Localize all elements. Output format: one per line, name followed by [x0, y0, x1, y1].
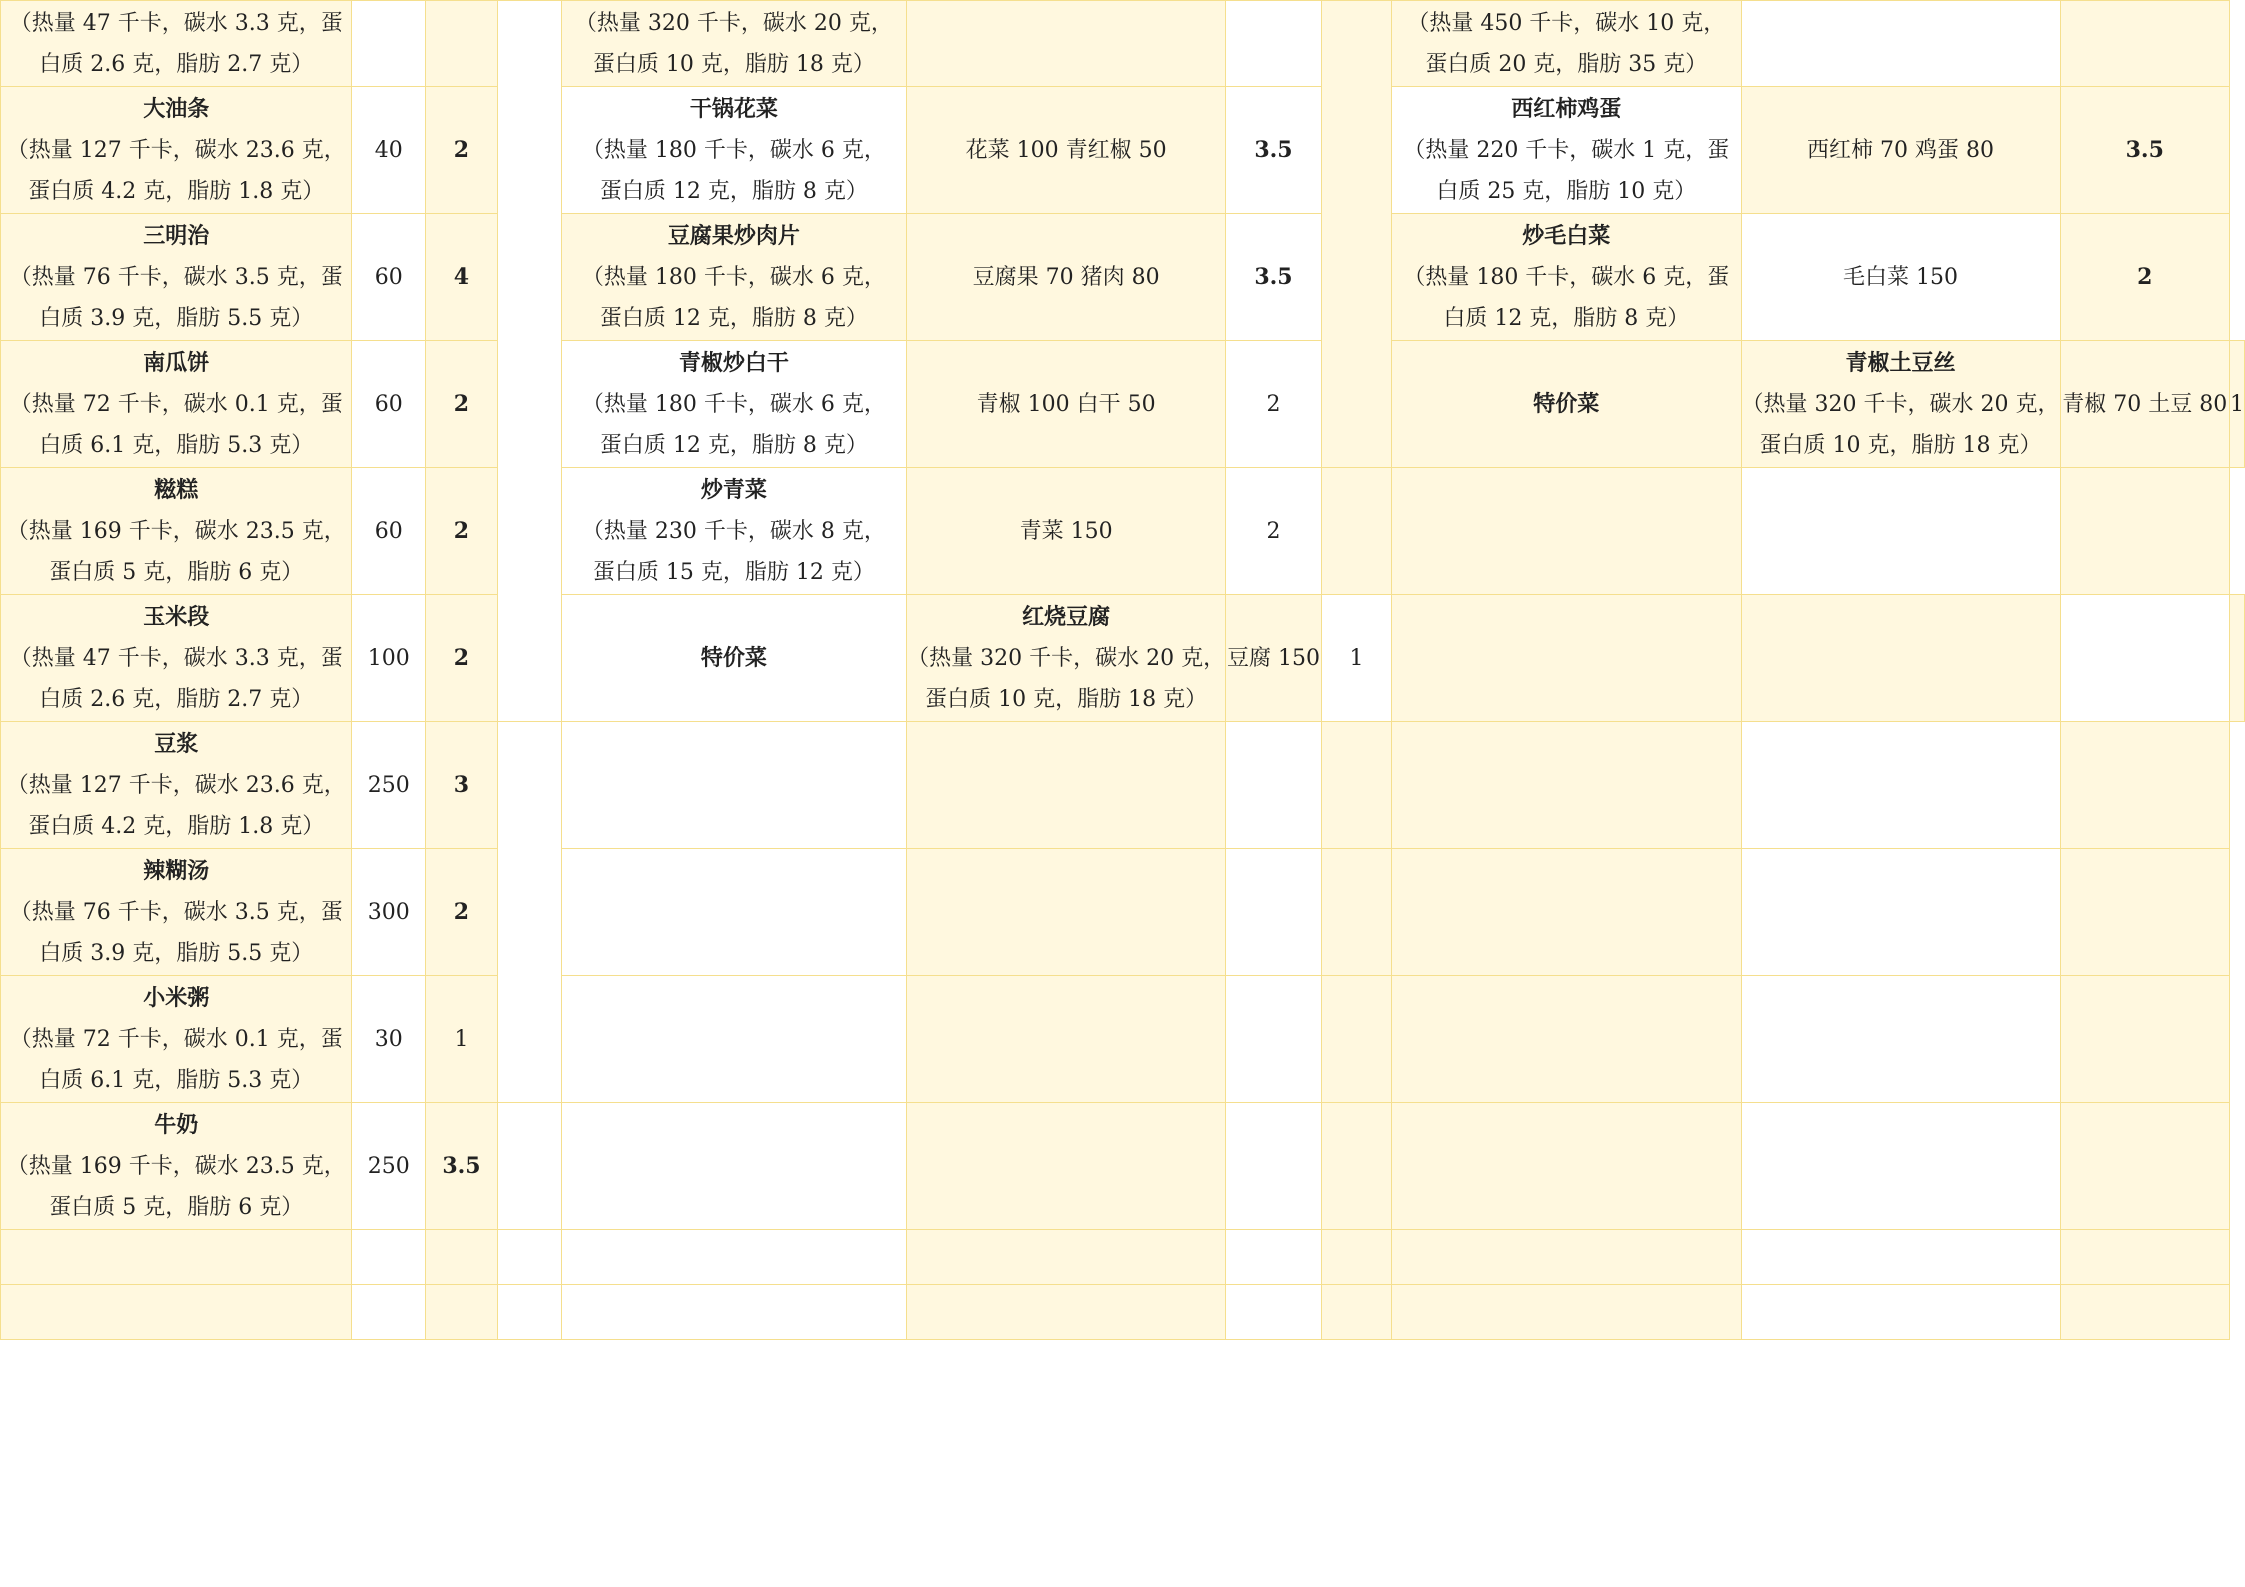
dinner-dish-cell [1392, 976, 1741, 1103]
dinner-price-cell [2060, 976, 2230, 1103]
dinner-dish-cell [1392, 722, 1741, 849]
breakfast-price-cell: 2 [425, 468, 497, 595]
lunch-price-cell: 3.5 [1226, 214, 1322, 341]
lunch-price-cell: 2 [1226, 468, 1322, 595]
dinner-ingredients-cell [1741, 722, 2060, 849]
dinner-category-cell [1392, 595, 1741, 722]
breakfast-amount-cell: 40 [352, 87, 426, 214]
table-row [1, 1, 2245, 87]
lunch-category-cell [497, 722, 561, 1103]
dinner-dish-cell [1392, 1103, 1741, 1230]
dinner-ingredients-cell: 毛白菜 150 [1741, 214, 2060, 341]
lunch-ingredients-cell: 青椒 100 白干 50 [907, 341, 1226, 468]
lunch-category-cell [497, 1, 561, 722]
dinner-category-cell [1321, 1103, 1391, 1230]
lunch-ingredients-cell [907, 976, 1226, 1103]
dinner-ingredients-cell: 西红柿 70 鸡蛋 80 [1741, 87, 2060, 214]
lunch-ingredients-cell [907, 722, 1226, 849]
dinner-price-cell [2060, 468, 2230, 595]
breakfast-price-cell [425, 1, 497, 87]
dinner-category-cell [1321, 468, 1391, 595]
breakfast-dish-cell: （热量 47 千卡，碳水 3.3 克，蛋 白质 2.6 克，脂肪 2.7 克） [1, 1, 352, 87]
lunch-ingredients-cell: 豆腐 150 [1226, 595, 1322, 722]
breakfast-amount-cell [352, 1, 426, 87]
dinner-ingredients-cell: 青椒 70 土豆 80 [2060, 341, 2230, 468]
dinner-price-cell [2060, 1103, 2230, 1230]
dinner-price-cell [2060, 849, 2230, 976]
table-row [1, 976, 2245, 1103]
table-row [1, 87, 2245, 214]
breakfast-dish-cell: 糍糕 （热量 169 千卡，碳水 23.5 克， 蛋白质 5 克，脂肪 6 克） [1, 468, 352, 595]
dinner-category-cell [1321, 1, 1391, 468]
lunch-ingredients-cell [907, 1103, 1226, 1230]
table-row [1, 1103, 2245, 1230]
table-row [1, 214, 2245, 341]
lunch-price-cell [1226, 722, 1322, 849]
dinner-ingredients-cell [2060, 595, 2230, 722]
lunch-dish-cell: 红烧豆腐 （热量 320 千卡，碳水 20 克， 蛋白质 10 克，脂肪 18 克） [907, 595, 1226, 722]
breakfast-price-cell: 1 [425, 976, 497, 1103]
table-row [1, 341, 2245, 468]
lunch-ingredients-cell: 花菜 100 青红椒 50 [907, 87, 1226, 214]
breakfast-price-cell: 3.5 [425, 1103, 497, 1230]
dinner-price-cell: 2 [2060, 214, 2230, 341]
breakfast-dish-cell: 大油条 （热量 127 千卡，碳水 23.6 克， 蛋白质 4.2 克，脂肪 1.8 克） [1, 87, 352, 214]
breakfast-price-cell: 4 [425, 214, 497, 341]
breakfast-amount-cell: 300 [352, 849, 426, 976]
lunch-price-cell [1226, 976, 1322, 1103]
lunch-ingredients-cell [907, 849, 1226, 976]
dinner-price-cell: 3.5 [2060, 87, 2230, 214]
lunch-dish-cell: （热量 320 千卡，碳水 20 克， 蛋白质 10 克，脂肪 18 克） [561, 1, 906, 87]
lunch-price-cell: 2 [1226, 341, 1322, 468]
breakfast-dish-cell: 辣糊汤 （热量 76 千卡，碳水 3.5 克，蛋 白质 3.9 克，脂肪 5.5 克） [1, 849, 352, 976]
dinner-dish-cell [1741, 595, 2060, 722]
dinner-special-label: 特价菜 [1392, 341, 1741, 468]
lunch-price-cell: 3.5 [1226, 87, 1322, 214]
lunch-price-cell: 1 [1321, 595, 1391, 722]
dinner-dish-cell: 炒毛白菜 （热量 180 千卡，碳水 6 克，蛋 白质 12 克，脂肪 8 克） [1392, 214, 1741, 341]
lunch-dish-cell: 炒青菜 （热量 230 千卡，碳水 8 克， 蛋白质 15 克，脂肪 12 克） [561, 468, 906, 595]
lunch-dish-cell: 干锅花菜 （热量 180 千卡，碳水 6 克， 蛋白质 12 克，脂肪 8 克） [561, 87, 906, 214]
lunch-ingredients-cell: 豆腐果 70 猪肉 80 [907, 214, 1226, 341]
dinner-ingredients-cell [1741, 468, 2060, 595]
lunch-ingredients-cell: 青菜 150 [907, 468, 1226, 595]
breakfast-price-cell: 2 [425, 849, 497, 976]
table-row [1, 849, 2245, 976]
lunch-dish-cell [561, 1103, 906, 1230]
lunch-special-label: 特价菜 [561, 595, 906, 722]
dinner-dish-cell: （热量 450 千卡，碳水 10 克， 蛋白质 20 克，脂肪 35 克） [1392, 1, 1741, 87]
breakfast-amount-cell: 30 [352, 976, 426, 1103]
breakfast-dish-cell: 牛奶 （热量 169 千卡，碳水 23.5 克， 蛋白质 5 克，脂肪 6 克） [1, 1103, 352, 1230]
lunch-dish-cell [561, 849, 906, 976]
lunch-price-cell [1226, 1, 1322, 87]
dinner-category-cell [1321, 849, 1391, 976]
breakfast-amount-cell: 60 [352, 468, 426, 595]
lunch-ingredients-cell [907, 1, 1226, 87]
breakfast-amount-cell: 100 [352, 595, 426, 722]
table-row [1, 722, 2245, 849]
dinner-dish-cell: 西红柿鸡蛋 （热量 220 千卡，碳水 1 克，蛋 白质 25 克，脂肪 10 克） [1392, 87, 1741, 214]
breakfast-dish-cell: 豆浆 （热量 127 千卡，碳水 23.6 克， 蛋白质 4.2 克，脂肪 1.8 克） [1, 722, 352, 849]
table-row [1, 595, 2245, 722]
dinner-price-cell: 1 [2230, 341, 2245, 468]
breakfast-amount-cell: 60 [352, 214, 426, 341]
breakfast-price-cell: 2 [425, 595, 497, 722]
dinner-ingredients-cell [1741, 1, 2060, 87]
dinner-category-cell [1321, 976, 1391, 1103]
lunch-price-cell [1226, 849, 1322, 976]
breakfast-dish-cell: 小米粥 （热量 72 千卡，碳水 0.1 克，蛋 白质 6.1 克，脂肪 5.3 克） [1, 976, 352, 1103]
dinner-dish-cell: 青椒土豆丝 （热量 320 千卡，碳水 20 克， 蛋白质 10 克，脂肪 18 克） [1741, 341, 2060, 468]
dinner-price-cell [2230, 595, 2245, 722]
dinner-category-cell [1321, 722, 1391, 849]
dinner-ingredients-cell [1741, 1103, 2060, 1230]
lunch-dish-cell: 青椒炒白干 （热量 180 千卡，碳水 6 克， 蛋白质 12 克，脂肪 8 克） [561, 341, 906, 468]
lunch-price-cell [1226, 1103, 1322, 1230]
dinner-price-cell [2060, 1, 2230, 87]
dinner-dish-cell [1392, 849, 1741, 976]
breakfast-dish-cell: 南瓜饼 （热量 72 千卡，碳水 0.1 克，蛋 白质 6.1 克，脂肪 5.3 克） [1, 341, 352, 468]
dinner-dish-cell [1392, 468, 1741, 595]
table-row [1, 468, 2245, 595]
breakfast-price-cell: 2 [425, 87, 497, 214]
dinner-ingredients-cell [1741, 976, 2060, 1103]
lunch-dish-cell [561, 976, 906, 1103]
breakfast-dish-cell: 玉米段 （热量 47 千卡，碳水 3.3 克，蛋 白质 2.6 克，脂肪 2.7 克） [1, 595, 352, 722]
table-row [1, 1285, 2245, 1340]
breakfast-price-cell: 3 [425, 722, 497, 849]
breakfast-amount-cell: 250 [352, 1103, 426, 1230]
breakfast-amount-cell: 60 [352, 341, 426, 468]
dinner-price-cell [2060, 722, 2230, 849]
breakfast-amount-cell: 250 [352, 722, 426, 849]
table-row [1, 1230, 2245, 1285]
lunch-dish-cell: 豆腐果炒肉片 （热量 180 千卡，碳水 6 克， 蛋白质 12 克，脂肪 8 克） [561, 214, 906, 341]
lunch-dish-cell [561, 722, 906, 849]
breakfast-dish-cell: 三明治 （热量 76 千卡，碳水 3.5 克，蛋 白质 3.9 克，脂肪 5.5 克） [1, 214, 352, 341]
breakfast-price-cell: 2 [425, 341, 497, 468]
lunch-category-cell [497, 1103, 561, 1230]
dinner-ingredients-cell [1741, 849, 2060, 976]
